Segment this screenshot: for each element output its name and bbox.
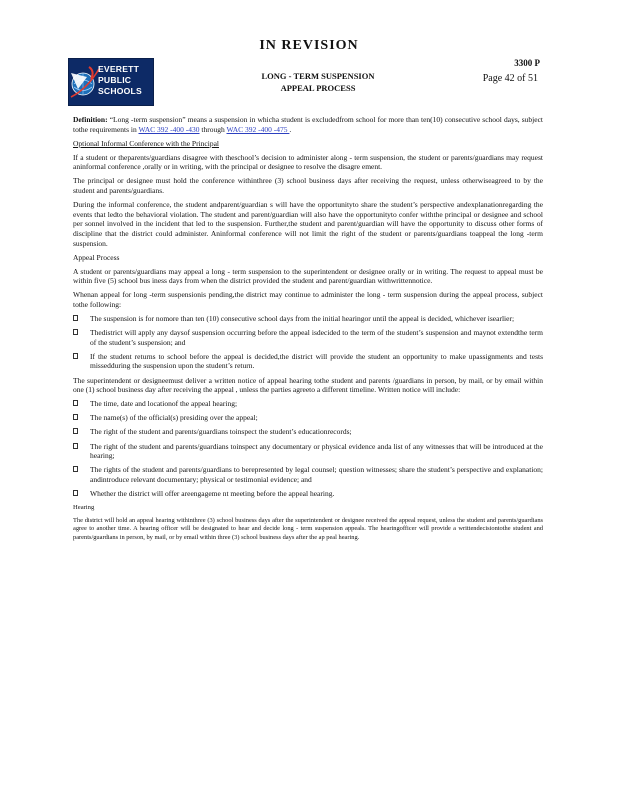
appeal-paragraph-2: Whenan appeal for long -term suspensionis pending,the district may continue to administer the long - term suspension during the appeal process, subject tothe following:: [73, 290, 543, 309]
bullet-item: [73, 352, 543, 371]
notice-item: [73, 427, 543, 437]
definition-paragraph: [73, 115, 543, 134]
informal-paragraph-2: The principal or designee must hold the conference withinthree (3) school business days after receiving the request, unless otherwiseagreed to by the student and parents/guardians.: [73, 176, 543, 196]
logo-text-line3: SCHOOLS: [98, 86, 142, 96]
definition-text-end: .: [289, 124, 292, 134]
document-body: [73, 115, 543, 546]
notice-item: [73, 413, 543, 423]
bullet-box-icon: [73, 466, 78, 472]
bullet-box-icon: [73, 400, 78, 406]
bullet-item: [73, 328, 543, 347]
definition-text: “Long -term suspension” means a suspension in whicha student is excludedfrom school for more than ten(10) consecutive school days, subject tothe requirements in: [73, 115, 543, 134]
page-number: Page 42 of 51: [482, 73, 538, 84]
notice-item: [73, 399, 543, 409]
bullet-text: If the student returns to school before the appeal is decided,the district will provide the student an opportunity to make upassignments and tests missedduring the suspension upon the student’s return.: [90, 351, 543, 371]
bullet-box-icon: [73, 315, 78, 321]
subtitle-line2: APPEAL PROCESS: [280, 83, 356, 93]
document-subtitle: [232, 70, 404, 94]
logo-text-line1: EVERETT: [98, 64, 140, 74]
notice-item: [73, 442, 543, 461]
definition-text-mid: through: [199, 124, 227, 134]
bullet-box-icon: [73, 414, 78, 420]
notice-text: The rights of the student and parents/guardians to berepresented by legal counsel; question witnesses; share the student’s perspective and explanation; andintroduce relevant documentary; physical or testimonial evidence; and: [90, 465, 543, 484]
hearing-paragraph: The district will hold an appeal hearing withinthree (3) school business days after the superintendent or designee received the appeal request, unless the student and parents/guardians agree to another time. A hearing officer will be designated to hear and decide long - term suspension appeals. The hearingofficer will provide a writtendecisiontothe student and parents/guardians in person, by mail, or by email within three (3) school business days after the ap peal hearing.: [73, 517, 543, 541]
bullet-box-icon: [73, 353, 78, 359]
subtitle-line1: LONG - TERM SUSPENSION: [261, 71, 375, 81]
notice-text: Whether the district will offer areengageme nt meeting before the appeal hearing.: [90, 488, 335, 498]
bullet-item: [73, 314, 543, 324]
definition-label: Definition:: [73, 115, 108, 124]
appeal-paragraph-3: The superintendent or designeemust deliver a written notice of appeal hearing tothe student and parents /guardians in person, by mail, or by email within one (1) school business day after receiving the appeal , unless the parties agreeto a different timeline. Written notice will include:: [73, 375, 543, 395]
notice-text: The time, date and locationof the appeal hearing;: [90, 399, 238, 409]
wac-link-1[interactable]: WAC 392 -400 -430: [138, 124, 200, 134]
appeal-paragraph-1: A student or parents/guardians may appeal a long - term suspension to the superintendent or designee orally or in writing. The request to appeal must be within five (5) school bus iness days from when the district provided the student and parent/guardian withwrittennotice.: [73, 266, 543, 286]
bullet-box-icon: [73, 490, 78, 496]
district-logo: [68, 58, 154, 106]
hearing-heading: Hearing: [73, 504, 95, 511]
informal-paragraph-3: During the informal conference, the student andparent/guardian s will have the opportunityto share the student’s perspective andexplanationregarding the events that ledto the behavioral violation. The student and parent/guardian will also have the opportunityto confer withthe principal or designee and school per sonnel involved in the incident that led to the suspension. Further,the student and parent/guardian will have the opportunity to discuss other forms of discipline that the district could administer. Aninformal conference will not limit the right of the student or parents/guardians toappeal the long -term suspension.: [73, 200, 543, 248]
policy-number: 3300 P: [514, 58, 540, 68]
notice-text: The name(s) of the official(s) presiding over the appeal;: [90, 413, 258, 423]
notice-text: The right of the student and parents/guardians toinspect the student’s educationrecords;: [90, 427, 352, 437]
revision-banner: IN REVISION: [259, 38, 359, 53]
bullet-text: Thedistrict will apply any daysof suspension occurring before the appeal isdecided to the term of the student’s suspension and maynot extendthe term of the student’s suspension; and: [90, 328, 543, 347]
bullet-box-icon: [73, 443, 78, 449]
wac-link-2[interactable]: WAC 392 -400 -475: [226, 124, 290, 134]
notice-item: [73, 489, 543, 499]
appeal-process-heading: Appeal Process: [73, 252, 120, 262]
bullet-text: The suspension is for nomore than ten (10) consecutive school days from the initial hearingor until the appeal is decided, whichever isearlier;: [90, 314, 515, 324]
logo-text-line2: PUBLIC: [98, 75, 132, 85]
bullet-box-icon: [73, 329, 78, 335]
notice-text: The right of the student and parents/guardians toinspect any documentary or physical evidence anda list of any witnesses that will be introduced at the hearing;: [90, 441, 543, 461]
informal-conference-heading: Optional Informal Conference with the Principal: [73, 138, 219, 148]
bullet-box-icon: [73, 428, 78, 434]
notice-item: [73, 465, 543, 484]
informal-paragraph-1: If a student or theparents/guardians disagree with theschool’s decision to administer along - term suspension, the student or parents/guardians may request aninformal conference ,orally or in writing, with the principal or designee to resolve the disagre ement.: [73, 152, 543, 172]
